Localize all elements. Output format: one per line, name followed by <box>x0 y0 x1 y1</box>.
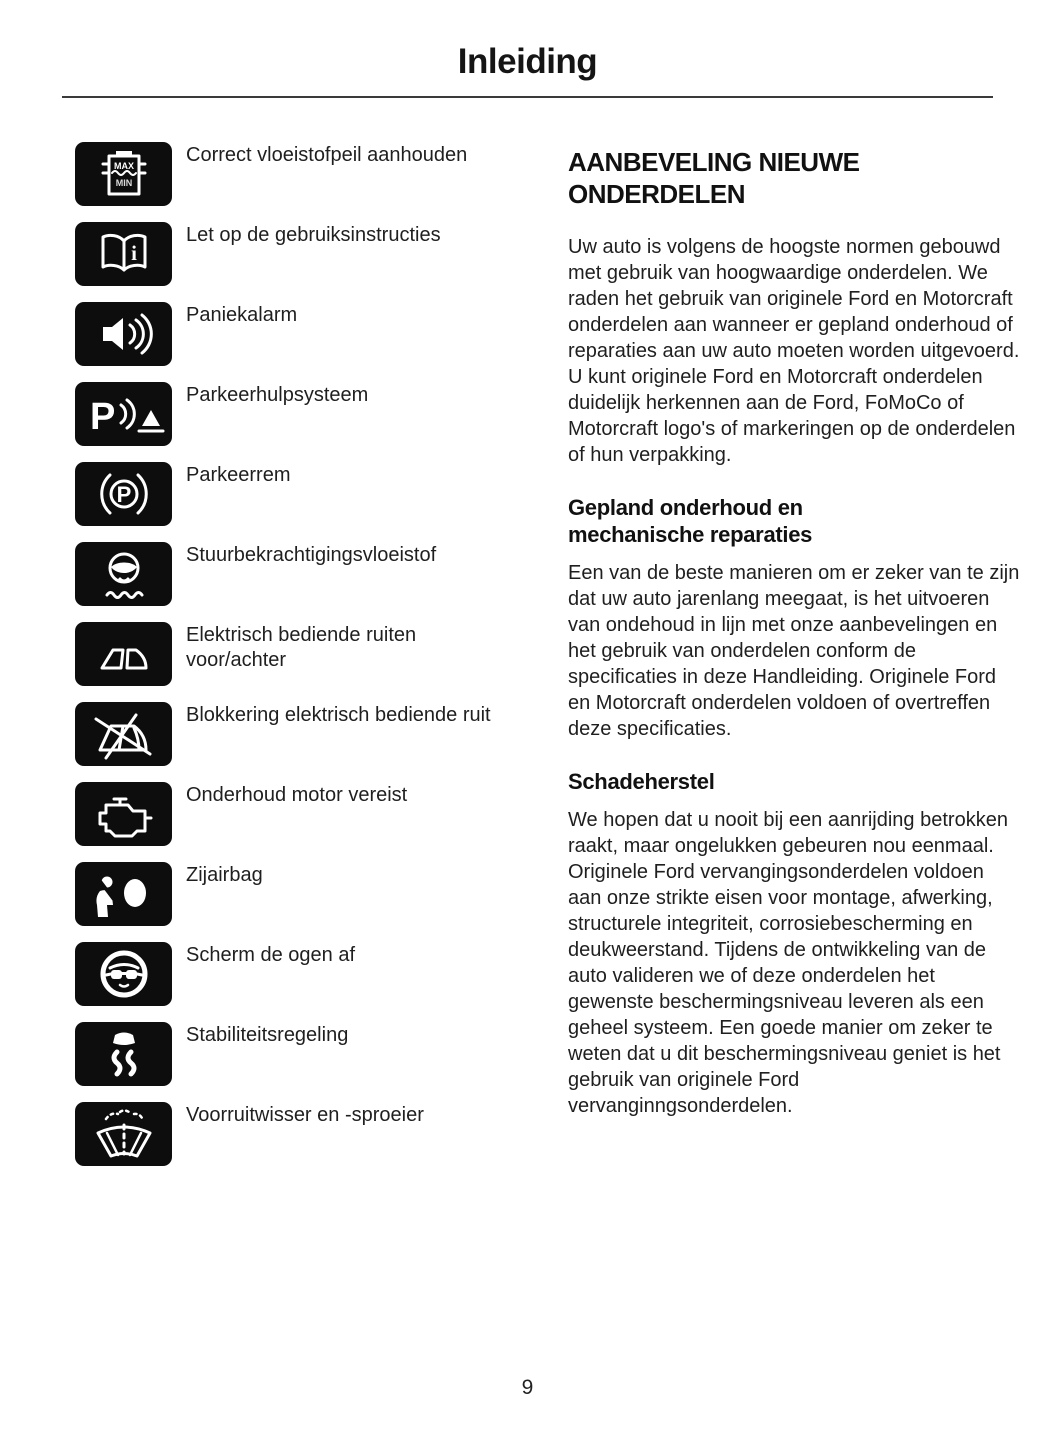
symbol-row <box>75 142 545 222</box>
symbol-label: Voorruitwisser en -sproeier <box>186 1104 424 1126</box>
article-subheading: Gepland onderhoud en mechanische reparaties <box>568 495 813 547</box>
wiper-washer-icon <box>75 1102 172 1166</box>
side-airbag-icon <box>75 862 172 926</box>
article-paragraph: We hopen dat u nooit bij een aanrijding betrokken raakt, maar ongelukken gebeuren nou eenmaal. Originele Ford vervangingsonderdelen voldoen aan onze strikte eisen voor montage, afwerking, structurele integriteit, corrosiebescherming en deukweerstand. Tijdens de ontwikkeling van de auto valideren we of deze onderdelen het gewenste beschermingsniveau leveren als een geheel systeem. Een goede manier om zeker te weten dat u dit beschermingsniveau geniet is het gebruik van originele Ford vervanginngsonderdelen. <box>568 809 1008 1117</box>
window-lock-icon <box>75 702 172 766</box>
symbol-row <box>75 462 545 542</box>
symbol-row <box>75 382 545 462</box>
symbol-row <box>75 542 545 622</box>
parking-aid-icon <box>75 382 172 446</box>
article-column <box>568 146 1020 1145</box>
symbol-label: Correct vloeistofpeil aanhouden <box>186 144 468 166</box>
info-letter: i <box>130 241 137 265</box>
symbol-label: Scherm de ogen af <box>186 944 355 966</box>
symbol-label: Stabiliteitsregeling <box>186 1024 349 1046</box>
fluid-level-icon <box>75 142 172 206</box>
symbol-row <box>75 622 545 702</box>
symbol-row <box>75 222 545 302</box>
symbol-row <box>75 702 545 782</box>
symbol-row <box>75 1102 545 1182</box>
symbol-row <box>75 1022 545 1102</box>
page-title: Inleiding <box>457 42 598 81</box>
header-divider <box>62 96 993 98</box>
symbol-label: Onderhoud motor vereist <box>186 784 408 806</box>
eye-protection-icon <box>75 942 172 1006</box>
symbol-label: Parkeerrem <box>186 464 291 486</box>
symbol-label: Stuurbekrachtigingsvloeistof <box>186 544 437 566</box>
article-paragraph: Een van de beste manieren om er zeker van te zijn dat uw auto jarenlang meegaat, is het uitvoeren van ondehoud in lijn met onze aanbevelingen en het gebruik van onderdelen conform de specificaties in deze Handleiding. Originele Ford en Motorcraft onderdelen voldoen of overtreffen deze specificaties. <box>568 562 1020 740</box>
symbol-row <box>75 942 545 1022</box>
symbol-row <box>75 302 545 382</box>
engine-service-icon <box>75 782 172 846</box>
symbol-label: Elektrisch bediende ruiten voor/achter <box>186 624 417 671</box>
symbol-label: Paniekalarm <box>186 304 298 326</box>
symbol-label: Blokkering elektrisch bediende ruit <box>186 704 491 726</box>
symbol-row <box>75 782 545 862</box>
symbol-label: Let op de gebruiksinstructies <box>186 224 441 246</box>
brake-letter: P <box>116 482 131 507</box>
stability-control-icon <box>75 1022 172 1086</box>
symbol-legend <box>75 142 545 1182</box>
owner-manual-icon <box>75 222 172 286</box>
page-number: 9 <box>521 1376 534 1399</box>
panic-alarm-icon <box>75 302 172 366</box>
power-steering-fluid-icon <box>75 542 172 606</box>
parking-letter: P <box>89 396 115 438</box>
symbol-label: Zijairbag <box>186 864 263 886</box>
max-marking: MAX <box>113 161 134 171</box>
symbol-row <box>75 862 545 942</box>
power-windows-icon <box>75 622 172 686</box>
min-marking: MIN <box>115 178 132 188</box>
symbol-label: Parkeerhulpsysteem <box>186 384 369 406</box>
article-paragraph: Uw auto is volgens de hoogste normen gebouwd met gebruik van hoogwaardige onderdelen. We raden het gebruik van originele Ford en Motorcraft onderdelen aan wanneer er gepland onderhoud of reparaties aan uw auto moeten worden uitgevoerd. U kunt originele Ford en Motorcraft onderdelen duidelijk herkennen aan de Ford, FoMoCo of Motorcraft logo's of markeringen op de onderdelen of hun verpakking. <box>568 236 1020 466</box>
parking-brake-icon <box>75 462 172 526</box>
article-heading: AANBEVELING NIEUWE ONDERDELEN <box>568 147 860 209</box>
article-subheading: Schadeherstel <box>568 769 715 794</box>
